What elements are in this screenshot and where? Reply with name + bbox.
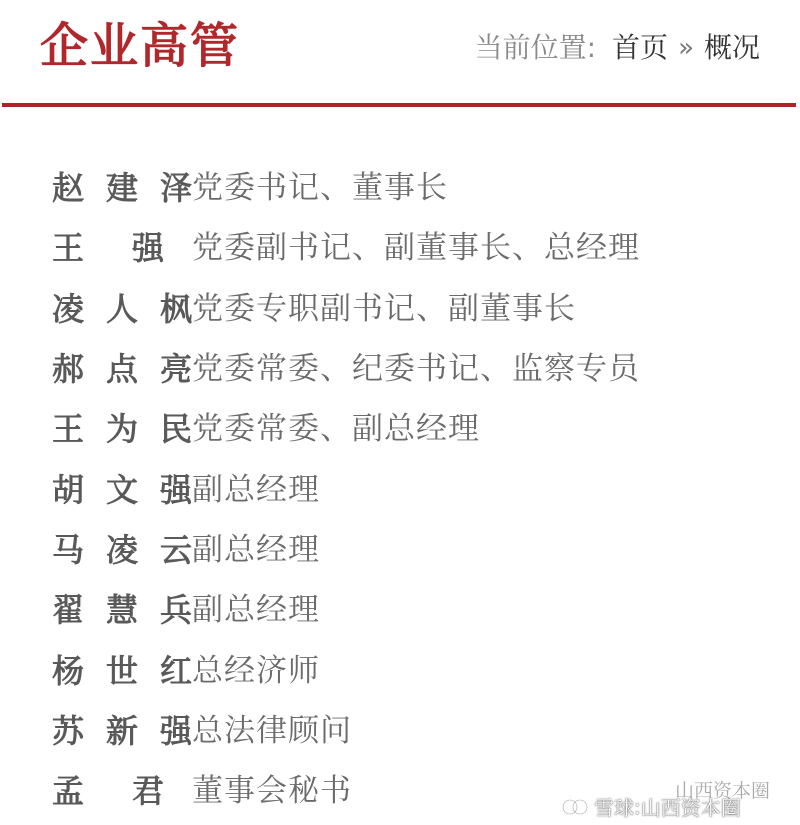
name-char: 红 [159, 651, 192, 690]
executive-row [52, 580, 772, 640]
name-char: 建 [105, 169, 138, 208]
name-char: 郝 [52, 350, 85, 389]
name-char: 亮 [159, 350, 192, 389]
executive-name [52, 769, 164, 813]
executive-name [52, 347, 192, 391]
name-char: 凌 [105, 530, 138, 569]
executive-name [52, 588, 192, 632]
name-char: 民 [159, 410, 192, 449]
watermark-brand: 雪球 [594, 796, 634, 820]
name-char: 为 [105, 410, 138, 449]
name-char: 苏 [52, 711, 85, 750]
executive-row [52, 399, 772, 459]
name-char: 强 [159, 711, 192, 750]
snowball-logo-icon [560, 796, 590, 818]
watermark-brand-line [560, 792, 741, 821]
name-char: 胡 [52, 470, 85, 509]
executive-title: 党委书记、董事长 [192, 170, 448, 207]
name-char: 人 [105, 289, 138, 328]
name-char: 泽 [159, 169, 192, 208]
watermark-account: 山西资本圈 [640, 796, 741, 820]
executive-row [52, 640, 772, 700]
executive-title: 副总经理 [192, 592, 320, 629]
executive-name [52, 709, 192, 753]
executive-name [52, 166, 192, 210]
name-char: 兵 [159, 591, 192, 630]
name-char: 云 [159, 530, 192, 569]
executive-list [52, 158, 772, 821]
page-title: 企业高管 [40, 18, 241, 74]
name-char: 孟 [52, 772, 85, 811]
executive-title: 副总经理 [192, 531, 320, 568]
executive-title: 党委常委、副总经理 [192, 411, 480, 448]
name-char: 君 [131, 772, 164, 811]
name-char: 王 [52, 410, 85, 449]
executive-name [52, 528, 192, 572]
executive-title: 总经济师 [192, 652, 320, 689]
executive-title: 党委常委、纪委书记、监察专员 [192, 351, 640, 388]
watermark-separator: : [634, 794, 641, 819]
executive-name [52, 287, 192, 331]
executive-name [52, 226, 164, 270]
watermark-source-text: 山西资本圈 [675, 780, 771, 802]
breadcrumb-current: 概况 [703, 31, 760, 64]
name-char: 枫 [159, 289, 192, 328]
title-divider [2, 103, 796, 107]
breadcrumb-prefix: 当前位置: [474, 31, 597, 64]
executive-row [52, 218, 772, 278]
name-char: 王 [52, 229, 85, 268]
name-char: 文 [105, 470, 138, 509]
executive-title: 董事会秘书 [192, 773, 352, 810]
name-char: 翟 [52, 591, 85, 630]
name-char: 凌 [52, 289, 85, 328]
breadcrumb-home-link[interactable]: 首页 [612, 31, 669, 64]
executive-title: 党委副书记、副董事长、总经理 [192, 230, 640, 267]
executive-title: 党委专职副书记、副董事长 [192, 290, 576, 327]
name-char: 赵 [52, 169, 85, 208]
page-header [0, 0, 800, 108]
executive-row [52, 520, 772, 580]
name-char: 杨 [52, 651, 85, 690]
breadcrumb [475, 28, 760, 68]
name-char: 强 [159, 470, 192, 509]
executive-name [52, 649, 192, 693]
executive-title: 副总经理 [192, 471, 320, 508]
name-char: 新 [105, 711, 138, 750]
executive-title: 总法律顾问 [192, 712, 352, 749]
executive-row [52, 701, 772, 761]
name-char: 点 [105, 350, 138, 389]
executive-row [52, 339, 772, 399]
name-char: 马 [52, 530, 85, 569]
name-char: 慧 [105, 591, 138, 630]
executive-row [52, 279, 772, 339]
executive-name [52, 468, 192, 512]
name-char: 强 [131, 229, 164, 268]
executive-row [52, 158, 772, 218]
breadcrumb-separator: » [678, 33, 694, 63]
watermark [560, 770, 800, 825]
executive-row [52, 459, 772, 519]
executive-name [52, 407, 192, 451]
name-char: 世 [105, 651, 138, 690]
